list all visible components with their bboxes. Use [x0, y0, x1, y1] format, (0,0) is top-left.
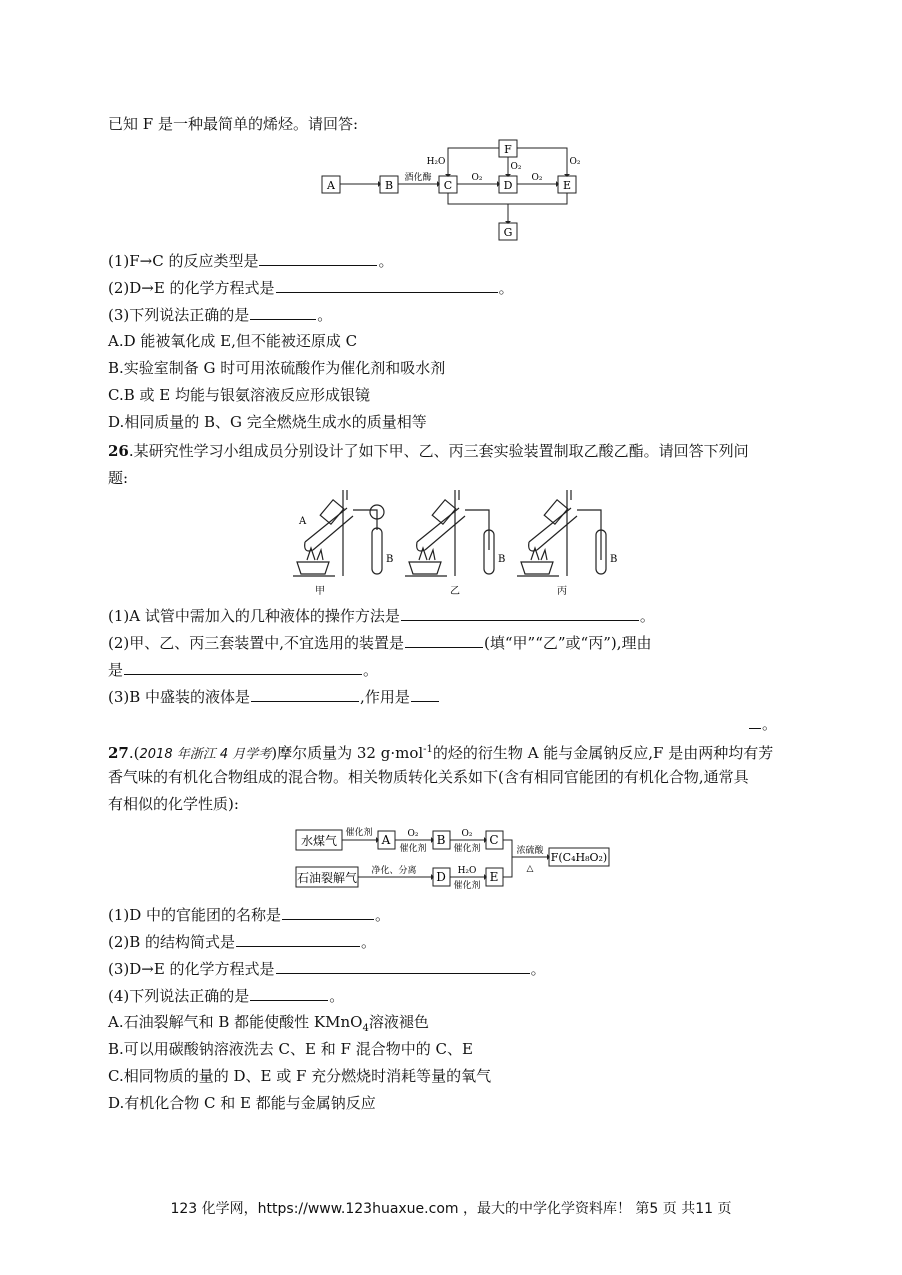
- apparatus-yi: [405, 490, 494, 576]
- label-o2-de: O₂: [531, 173, 543, 183]
- box-label-d: D: [436, 870, 446, 884]
- answer-blank[interactable]: [251, 686, 359, 702]
- label-o2-fe: O₂: [569, 157, 581, 167]
- q27-part1: (1)D 中的官能团的名称是 。: [108, 906, 391, 924]
- answer-blank[interactable]: [749, 713, 761, 729]
- q27-option-b: B.可以用碳酸钠溶液洗去 C、E 和 F 混合物中的 C、E: [108, 1040, 473, 1058]
- answer-blank[interactable]: [250, 304, 316, 320]
- q25-part2: (2)D→E 的化学方程式是 。: [108, 279, 514, 297]
- q25-intro: 已知 F 是一种最简单的烯烃。请回答:: [108, 115, 358, 133]
- answer-blank[interactable]: [250, 985, 328, 1001]
- label-product: F(C₄H₈O₂): [550, 851, 608, 864]
- answer-blank[interactable]: [401, 605, 639, 621]
- label-h2o: H₂O: [426, 157, 446, 167]
- label-o2-2: O₂: [461, 829, 473, 839]
- box-label-e: E: [562, 179, 572, 192]
- q25-reaction-diagram: [315, 136, 595, 246]
- box-label-b: B: [436, 833, 446, 847]
- q25-part1: (1)F→C 的反应类型是 。: [108, 252, 394, 270]
- q27-conversion-diagram: [294, 822, 612, 892]
- label-b-bing: B: [610, 554, 618, 565]
- q27-stem-line1: 27.(2018 年浙江 4 月学考)摩尔质量为 32 g·mol$^{-1}$的烃的衍生物 A 能与金属钠反应,F 是由两种均有芳: [108, 744, 774, 762]
- q27-stem-line2: 香气味的有机化合物组成的混合物。相关物质转化关系如下(含有相同官能团的有机化合物,通常具: [108, 768, 749, 786]
- label-yi: 乙: [450, 586, 460, 597]
- q27-part4: (4)下列说法正确的是 。: [108, 987, 345, 1005]
- answer-blank[interactable]: [236, 931, 360, 947]
- box-label-c: C: [443, 179, 453, 192]
- label-conc-acid: 浓硫酸: [516, 846, 544, 856]
- label-o2-cd: O₂: [471, 173, 483, 183]
- label-cracked-gas: 石油裂解气: [296, 871, 358, 885]
- label-h2o: H₂O: [457, 866, 477, 876]
- label-heat: △: [526, 864, 534, 874]
- box-label-g: G: [503, 226, 513, 239]
- box-label-b: B: [384, 179, 394, 192]
- label-water-gas: 水煤气: [300, 834, 338, 848]
- box-label-d: D: [503, 179, 513, 192]
- apparatus-bing: [517, 490, 606, 576]
- label-a: A: [299, 516, 307, 527]
- q27-part3: (3)D→E 的化学方程式是 。: [108, 960, 546, 978]
- q27-stem-line3: 有相似的化学性质):: [108, 795, 239, 813]
- answer-blank[interactable]: [259, 250, 377, 266]
- q26-part2: (2)甲、乙、丙三套装置中,不宜选用的装置是 (填“甲”“乙”或“丙”),理由: [108, 634, 652, 652]
- q27-part2: (2)B 的结构简式是 。: [108, 933, 377, 951]
- q27-option-c: C.相同物质的量的 D、E 或 F 充分燃烧时消耗等量的氧气: [108, 1067, 492, 1085]
- q25-part3: (3)下列说法正确的是 。: [108, 306, 333, 324]
- label-catalyst-3: 催化剂: [453, 844, 481, 854]
- answer-blank[interactable]: [276, 958, 530, 974]
- q25-option-a: A.D 能被氧化成 E,但不能被还原成 C: [108, 332, 358, 350]
- q26-apparatus-figure: [285, 490, 625, 602]
- label-jia: 甲: [315, 586, 325, 597]
- q26-part3: (3)B 中盛装的液体是 ,作用是: [108, 686, 440, 707]
- q25-option-d: D.相同质量的 B、G 完全燃烧生成水的质量相等: [108, 413, 427, 431]
- label-bing: 丙: [557, 586, 567, 597]
- q25-option-c: C.B 或 E 均能与银氨溶液反应形成银镜: [108, 386, 370, 404]
- answer-blank[interactable]: [411, 686, 439, 702]
- answer-blank[interactable]: [124, 659, 362, 675]
- box-label-e: E: [489, 870, 499, 884]
- box-label-a: A: [327, 179, 335, 192]
- box-label-c: C: [489, 833, 499, 847]
- label-b-jia: B: [386, 554, 394, 565]
- label-catalyst-2: 催化剂: [399, 844, 427, 854]
- q26-stem-line2: 题:: [108, 469, 129, 487]
- apparatus-jia: [293, 490, 384, 576]
- q25-option-b: B.实验室制备 G 时可用浓硫酸作为催化剂和吸水剂: [108, 359, 446, 377]
- box-label-a: A: [381, 833, 391, 847]
- source-note: 2018 年浙江 4 月学考: [139, 747, 272, 762]
- page-footer: 123 化学网，https://www.123huaxue.com ，最大的中学化学资料库！ 第5 页 共11 页: [170, 1201, 732, 1217]
- answer-blank[interactable]: [276, 277, 498, 293]
- label-o2-1: O₂: [407, 829, 419, 839]
- label-purify: 净化、分离: [371, 866, 417, 876]
- q26-part3-cont: 。: [748, 713, 777, 734]
- q27-option-d: D.有机化合物 C 和 E 都能与金属钠反应: [108, 1094, 376, 1112]
- q26-part1: (1)A 试管中需加入的几种液体的操作方法是 。: [108, 607, 655, 625]
- q26-stem-line1: 26.某研究性学习小组成员分别设计了如下甲、乙、丙三套实验装置制取乙酸乙酯。请回答下列问: [108, 442, 749, 460]
- box-label-f: F: [504, 143, 512, 156]
- label-o2-fd: O₂: [510, 162, 522, 172]
- q27-option-a: A.石油裂解气和 B 都能使酸性 KMnO$_4$溶液褪色: [108, 1013, 429, 1034]
- label-catalyst-4: 催化剂: [453, 881, 481, 891]
- label-enzyme: 酒化酶: [404, 173, 432, 183]
- label-b-yi: B: [498, 554, 506, 565]
- label-catalyst-1: 催化剂: [345, 828, 373, 838]
- answer-blank[interactable]: [405, 632, 483, 648]
- q26-part2-cont: 是 。: [108, 661, 379, 679]
- answer-blank[interactable]: [282, 904, 374, 920]
